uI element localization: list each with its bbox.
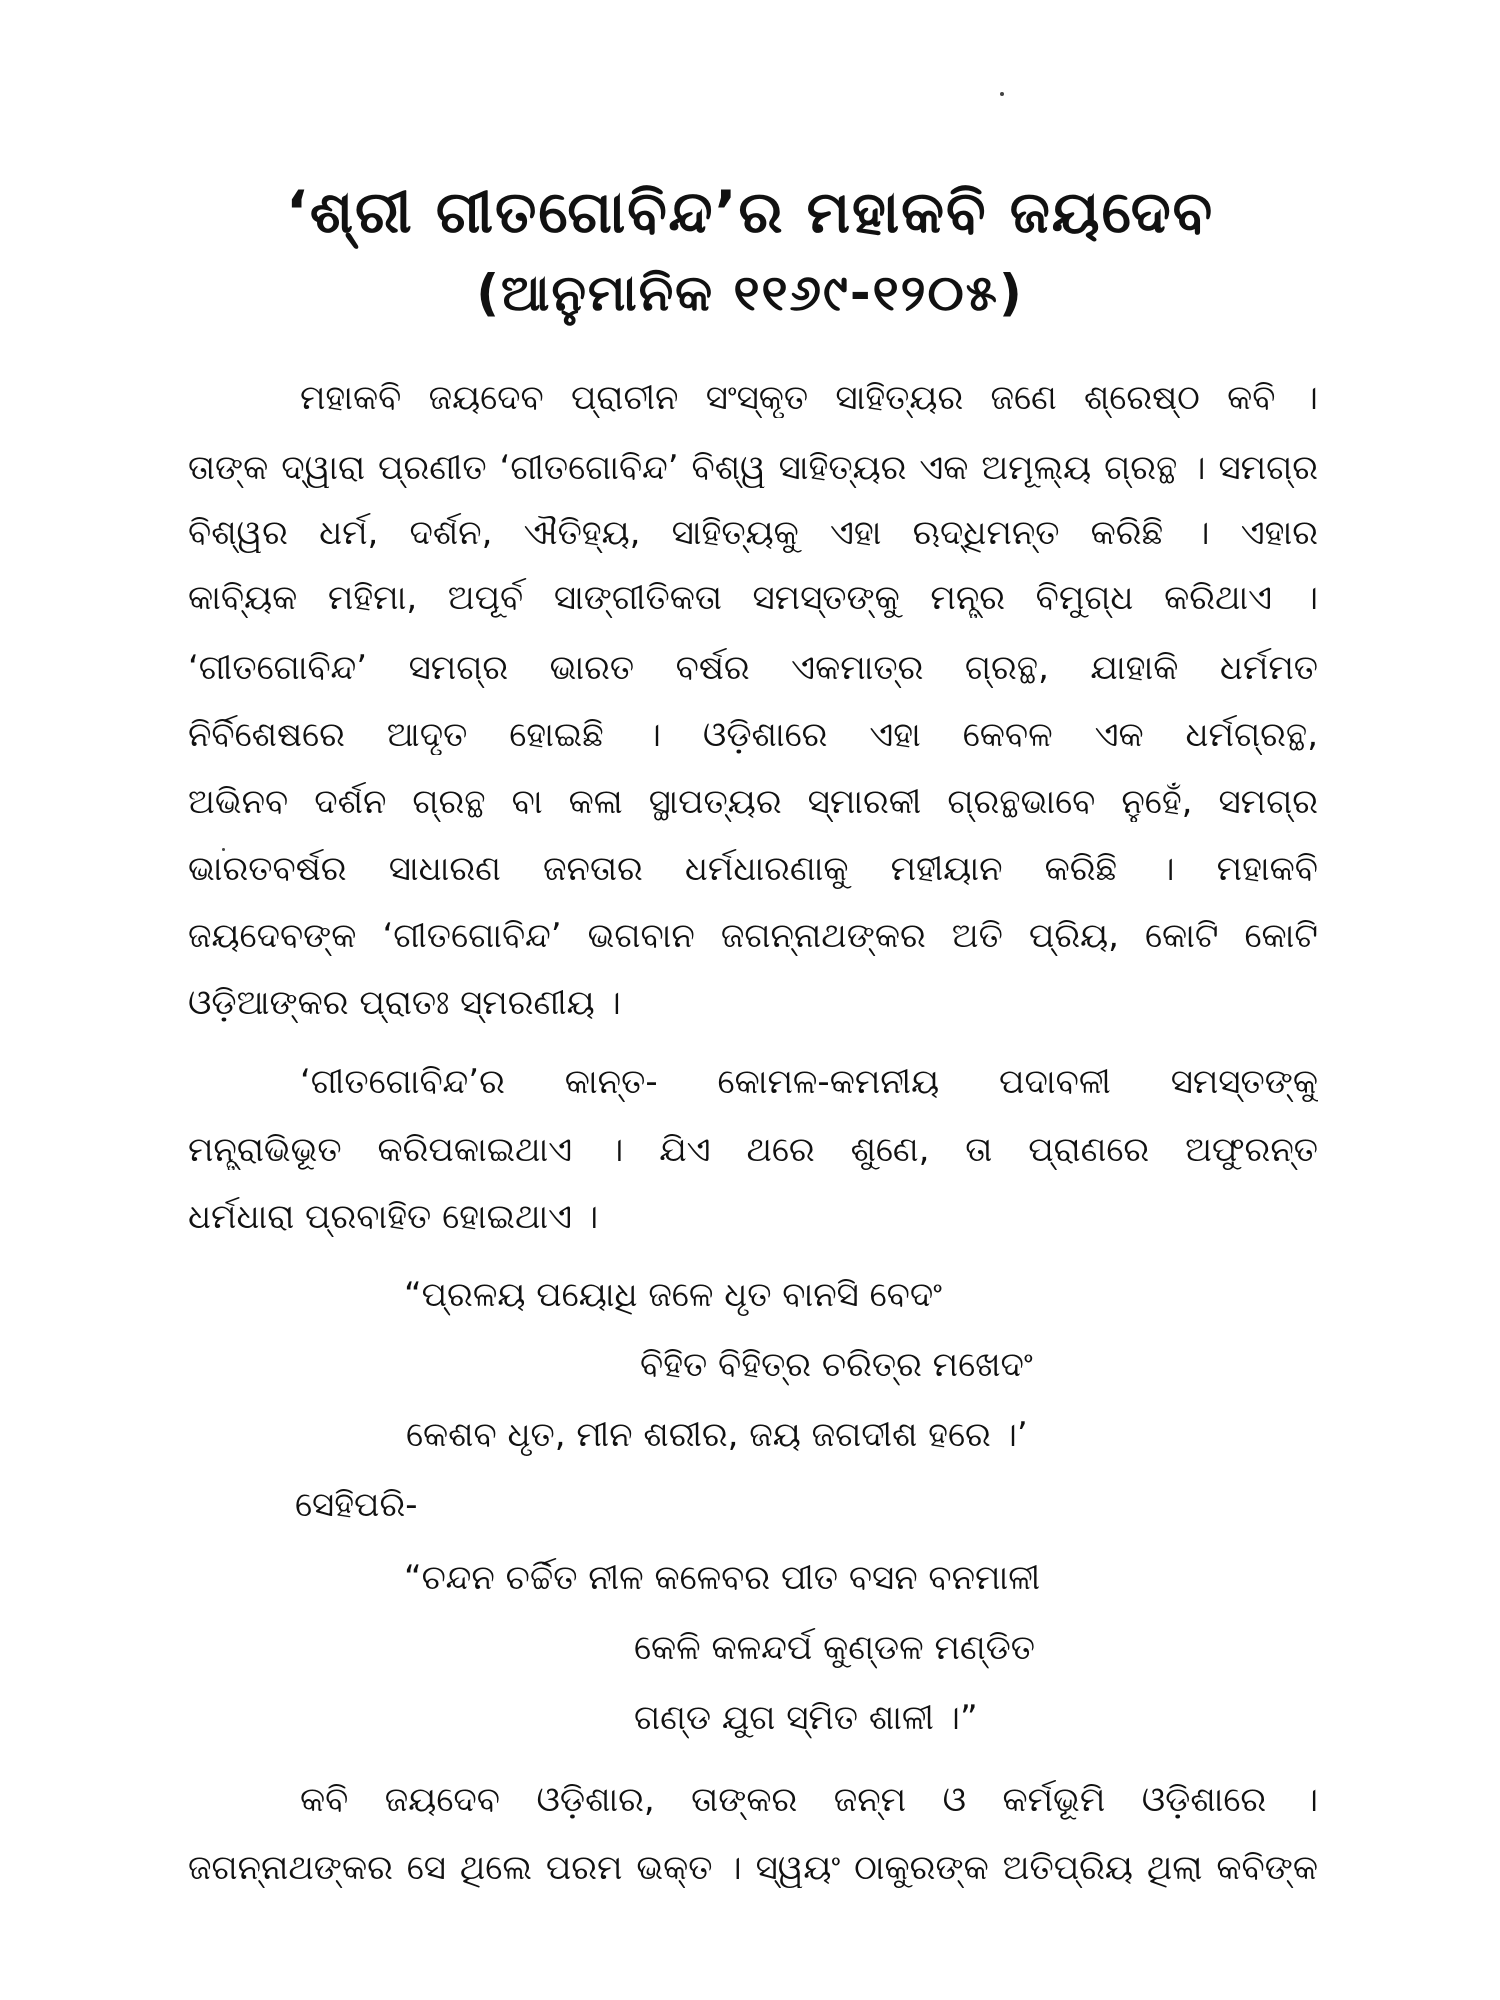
- paragraph-line: ମନ୍ତ୍ରାଭିଭୂତ କରିପକାଇଥାଏ । ଯିଏ ଥରେ ଶୁଣେ, ତା ପ୍ରାଣରେ ଅଫୁରନ୍ତ: [188, 1130, 1318, 1170]
- scan-speck: [1000, 92, 1004, 96]
- paragraph-line: ତାଙ୍କ ଦ୍ୱାରା ପ୍ରଣୀତ ‘ଗୀତଗୋବିନ୍ଦ’ ବିଶ୍ୱ ସାହିତ୍ୟର ଏକ ଅମୂଲ୍ୟ ଗ୍ରନ୍ଥ । ସମଗ୍ର: [188, 448, 1318, 488]
- paragraph-line: କାବ୍ୟିକ ମହିମା, ଅପୂର୍ବ ସାଙ୍ଗୀତିକତା ସମସ୍ତଙ୍କୁ ମନ୍ତ୍ର ବିମୁଗ୍ଧ କରିଥାଏ ।: [188, 578, 1318, 618]
- verse-line: “ପ୍ରଳୟ ପୟୋଧି ଜଳେ ଧୃତ ବାନସି ବେଦଂ: [404, 1275, 942, 1315]
- verse-line: କେଶବ ଧୃତ, ମୀନ ଶରୀର, ଜୟ ଜଗଦୀଶ ହରେ ।’: [406, 1415, 1028, 1455]
- paragraph-line: ଜଗନ୍ନାଥଙ୍କର ସେ ଥିଲେ ପରମ ଭକ୍ତ । ସ୍ୱୟଂ ଠାକୁରଙ୍କ ଅତିପ୍ରିୟ ଥିଲା କବିଙ୍କ: [188, 1848, 1318, 1888]
- transition-text: ସେହିପରି-: [295, 1485, 418, 1525]
- paragraph-line: ମହାକବି ଜୟଦେବ ପ୍ରାଚୀନ ସଂସ୍କୃତ ସାହିତ୍ୟର ଜଣେ ଶ୍ରେଷ୍ଠ କବି ।: [300, 378, 1318, 418]
- verse-line: କେଳି କଳନ୍ଦର୍ପ କୁଣ୍ଡଳ ମଣ୍ଡିତ: [634, 1628, 1036, 1668]
- paragraph-line: ଅଭିନବ ଦର୍ଶନ ଗ୍ରନ୍ଥ ବା କଳା ସ୍ଥାପତ୍ୟର ସ୍ମାରକୀ ଗ୍ରନ୍ଥଭାବେ ନୁହେଁ, ସମଗ୍ର: [188, 782, 1318, 822]
- paragraph-line: ‘ଗୀତଗୋବିନ୍ଦ’ ସମଗ୍ର ଭାରତ ବର୍ଷର ଏକମାତ୍ର ଗ୍ରନ୍ଥ, ଯାହାକି ଧର୍ମମତ: [188, 648, 1318, 688]
- paragraph-line: କବି ଜୟଦେବ ଓଡ଼ିଶାର, ତାଙ୍କର ଜନ୍ମ ଓ କର୍ମଭୂମି ଓଡ଼ିଶାରେ ।: [300, 1780, 1318, 1820]
- verse-line: ଗଣ୍ଡ ଯୁଗ ସ୍ମିତ ଶାଳୀ ।”: [634, 1698, 978, 1738]
- paragraph-line: ଭାରତବର୍ଷର ସାଧାରଣ ଜନତାର ଧର୍ମଧାରଣାକୁ ମହୀୟାନ କରିଛି । ମହାକବି: [188, 849, 1318, 889]
- paragraph-line: ଓଡ଼ିଆଙ୍କର ପ୍ରାତଃ ସ୍ମରଣୀୟ ।: [188, 983, 621, 1023]
- verse-line: “ଚନ୍ଦନ ଚର୍ଚ୍ଚିତ ନୀଳ କଳେବର ପୀତ ବସନ ବନମାଳୀ: [404, 1558, 1041, 1598]
- paragraph-line: ଧର୍ମଧାରା ପ୍ରବାହିତ ହୋଇଥାଏ ।: [188, 1197, 599, 1237]
- page-title: ‘ଶ୍ରୀ ଗୀତଗୋବିନ୍ଦ’ର ମହାକବି ଜୟଦେବ: [285, 178, 1215, 246]
- paragraph-line: ‘ଗୀତଗୋବିନ୍ଦ’ର କାନ୍ତ- କୋମଳ-କମନୀୟ ପଦାବଳୀ ସମସ୍ତଙ୍କୁ: [300, 1062, 1318, 1102]
- paragraph-line: ବିଶ୍ୱର ଧର୍ମ, ଦର୍ଶନ, ଐତିହ୍ୟ, ସାହିତ୍ୟକୁ ଏହା ଋଦ୍ଧିମନ୍ତ କରିଛି । ଏହାର: [188, 513, 1318, 553]
- paragraph-line: ନିର୍ବିଶେଷରେ ଆଦୃତ ହୋଇଛି । ଓଡ଼ିଶାରେ ଏହା କେବଳ ଏକ ଧର୍ମଗ୍ରନ୍ଥ,: [188, 715, 1318, 755]
- verse-line: ବିହିତ ବିହିତ୍ର ଚରିତ୍ର ମଖେଦଂ: [640, 1345, 1033, 1385]
- paragraph-line: ଜୟଦେବଙ୍କ ‘ଗୀତଗୋବିନ୍ଦ’ ଭଗବାନ ଜଗନ୍ନାଥଙ୍କର ଅତି ପ୍ରିୟ, କୋଟି କୋଟି: [188, 916, 1318, 956]
- page-subtitle: (ଆନୁମାନିକ ୧୧୬୯-୧୨୦୫): [476, 264, 1024, 322]
